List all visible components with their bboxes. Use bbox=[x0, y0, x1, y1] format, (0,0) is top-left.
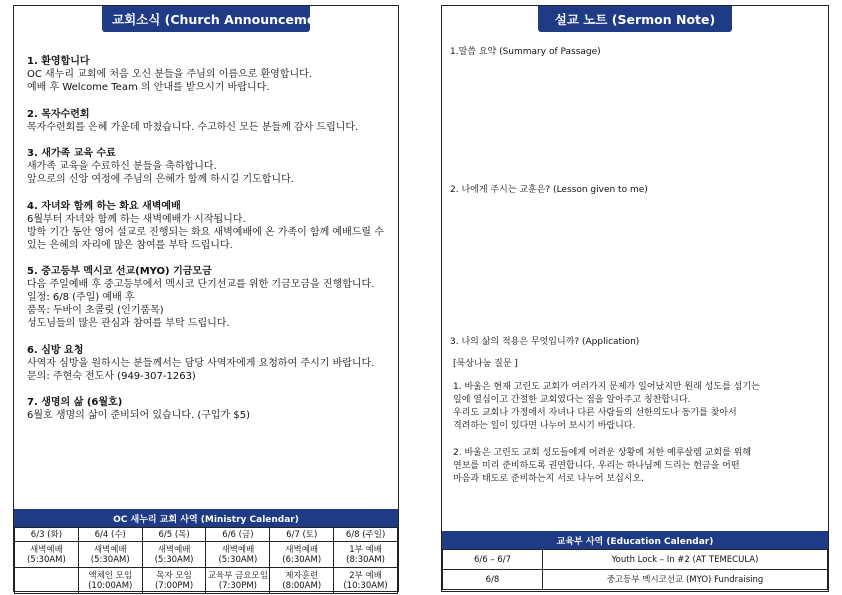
calendar-cell bbox=[334, 568, 398, 594]
calendar-header-row bbox=[15, 528, 398, 542]
meditation-header: [묵상나눔 질문 ] bbox=[453, 359, 518, 369]
event-name: 새벽예배 bbox=[221, 544, 255, 555]
announcement-item bbox=[27, 396, 392, 422]
announcement-line: 성도님들의 많은 관심과 참여를 부탁 드립니다. bbox=[27, 318, 230, 329]
announcement-line: OC 새누리 교회에 처음 오신 분들을 주님의 이름으로 환영합니다. bbox=[27, 69, 312, 80]
announcement-item bbox=[27, 344, 392, 383]
event-time: (10:30AM) bbox=[343, 580, 388, 591]
announcements-page bbox=[13, 5, 399, 592]
announcement-item bbox=[27, 200, 392, 252]
announcement-item bbox=[27, 55, 392, 94]
calendar-cell bbox=[142, 568, 206, 594]
announcement-line: 새가족 교육을 수료하신 분들을 축하합니다. bbox=[27, 161, 217, 172]
announcement-line: 앞으로의 신앙 여정에 주님의 은혜가 함께 하시길 기도합니다. bbox=[27, 174, 294, 185]
calendar-cell bbox=[270, 568, 334, 594]
calendar-cell bbox=[78, 542, 142, 568]
announcement-line: 다음 주일예배 후 중고등부에서 멕시코 단기선교를 위한 기금모금을 진행합니다. bbox=[27, 279, 375, 290]
education-calendar-table bbox=[442, 549, 828, 590]
announcement-title: 2. 목자수련회 bbox=[27, 108, 90, 120]
meditation-line: 2. 바울은 고린도 교회 성도들에게 어려운 상황에 처한 예루살렘 교회를 위해 bbox=[453, 448, 752, 458]
lesson-prompt: 2. 나에게 주시는 교훈은? (Lesson given to me) bbox=[450, 185, 648, 195]
event-name: 2부 예배 bbox=[349, 570, 382, 581]
meditation-line: 마음과 태도로 준비하는지 서로 나누어 보십시오. bbox=[453, 474, 645, 484]
event-time: (6:30AM) bbox=[282, 554, 322, 565]
calendar-day-header: 6/7 (토) bbox=[270, 528, 334, 542]
event-time: (5:30AM) bbox=[90, 554, 130, 565]
event-name: 제자훈련 bbox=[285, 570, 319, 581]
announcement-line: 목자수련회를 은혜 가운데 마쳤습니다. 수고하신 모든 분들께 감사 드립니다. bbox=[27, 121, 359, 133]
event-name: 목자 모임 bbox=[156, 570, 192, 581]
event-name: 액체인 모임 bbox=[88, 570, 133, 581]
announcement-line: 6월호 생명의 삶이 준비되어 있습니다. (구입가 $5) bbox=[27, 410, 251, 421]
event-time: (10:00AM) bbox=[88, 580, 133, 591]
meditation-line: 우리도 교회나 가정에서 자녀나 다른 사람들의 선한의도나 동기를 찾아서 bbox=[453, 408, 737, 418]
event-time: (5:30AM) bbox=[218, 554, 258, 565]
announcement-line: 일정: 6/8 (주일) 예배 후 bbox=[27, 292, 135, 303]
announcement-line: 6월부터 자녀와 함께 하는 새벽예배가 시작됩니다. bbox=[27, 213, 246, 225]
calendar-day-header: 6/4 (수) bbox=[78, 528, 142, 542]
calendar-day-header: 6/3 (화) bbox=[15, 528, 79, 542]
announcement-title: 6. 심방 요청 bbox=[27, 344, 84, 356]
announcement-title: 3. 새가족 교육 수료 bbox=[27, 148, 116, 159]
event-time: (8:30AM) bbox=[346, 554, 385, 565]
event-name: 새벽예배 bbox=[29, 544, 63, 555]
announcement-title: 1. 환영합니다 bbox=[27, 56, 90, 67]
event-time: (5:30AM) bbox=[26, 554, 66, 565]
calendar-day-header: 6/5 (목) bbox=[142, 528, 206, 542]
announcements-title: 교회소식 (Church Announcements) bbox=[102, 6, 310, 32]
calendar-cell bbox=[15, 542, 79, 568]
calendar-day-header: 6/6 (금) bbox=[206, 528, 270, 542]
announcement-item bbox=[27, 265, 392, 330]
announcement-item bbox=[27, 108, 392, 134]
sermon-note-title: 설교 노트 (Sermon Note) bbox=[538, 6, 732, 32]
announcement-list bbox=[27, 55, 392, 436]
announcement-line: 방학 기간 동안 영어 설교로 진행되는 화요 새벽예배에 온 가족이 함께 예배드릴 수 bbox=[27, 226, 384, 238]
event-time: (5:30AM) bbox=[154, 554, 194, 565]
announcement-title: 4. 자녀와 함께 하는 화요 새벽예배 bbox=[27, 200, 181, 212]
calendar-cell bbox=[206, 542, 270, 568]
event-name: 교육부 금요모임 bbox=[207, 570, 268, 581]
event-time: (7:00PM) bbox=[154, 580, 194, 591]
education-event: Youth Lock – In #2 (AT TEMECULA) bbox=[543, 550, 828, 570]
meditation-line: 1. 바울은 현재 고린도 교회가 여러가지 문제가 일어났지만 원래 성도를 섬기는 bbox=[453, 382, 760, 392]
meditation-line: 격려하는 일이 있다면 나누어 보시기 바랍니다. bbox=[453, 421, 636, 431]
announcement-line: 사역자 심방을 원하시는 분들께서는 담당 사역자에게 요청하여 주시기 바랍니다. bbox=[27, 357, 375, 369]
meditation-line: 일에 열심이고 간절한 교회였다는 점을 알아주고 칭찬합니다. bbox=[453, 395, 691, 405]
education-calendar-title: 교육부 사역 (Education Calendar) bbox=[442, 531, 828, 549]
event-name: 1부 예배 bbox=[349, 544, 382, 555]
event-time: (7:30PM) bbox=[218, 580, 257, 591]
calendar-cell bbox=[206, 568, 270, 594]
education-row bbox=[443, 550, 828, 570]
announcement-line: 예배 후 Welcome Team 의 안내를 받으시기 바랍니다. bbox=[27, 82, 270, 93]
calendar-day-header: 6/8 (주일) bbox=[334, 528, 398, 542]
calendar-cell bbox=[78, 568, 142, 594]
meditation-question bbox=[453, 381, 813, 433]
announcement-title: 5. 중고등부 멕시코 선교(MYO) 기금모금 bbox=[27, 266, 212, 277]
calendar-cell bbox=[15, 568, 79, 594]
education-date: 6/6 – 6/7 bbox=[443, 550, 543, 570]
calendar-cell bbox=[142, 542, 206, 568]
education-row bbox=[443, 570, 828, 590]
event-name: 새벽예배 bbox=[93, 544, 127, 555]
sermon-note-page bbox=[441, 5, 829, 592]
calendar-row bbox=[15, 542, 398, 568]
event-name: 새벽예배 bbox=[157, 544, 191, 555]
event-time: (8:00AM) bbox=[282, 580, 322, 591]
education-date: 6/8 bbox=[443, 570, 543, 590]
calendar-cell bbox=[334, 542, 398, 568]
announcement-line: 문의: 주현숙 전도사 (949-307-1263) bbox=[27, 370, 196, 382]
meditation-line: 연보를 미리 준비하도록 권면합니다. 우리는 하나님께 드리는 헌금을 어떤 bbox=[453, 461, 740, 471]
meditation-question bbox=[453, 447, 813, 486]
application-prompt: 3. 나의 삶의 적용은 무엇입니까? (Application) bbox=[450, 337, 640, 347]
calendar-cell bbox=[270, 542, 334, 568]
announcement-line: 있는 은혜의 자리에 많은 참여를 부탁 드립니다. bbox=[27, 239, 233, 251]
calendar-row bbox=[15, 568, 398, 594]
event-name: 새벽예배 bbox=[285, 544, 319, 555]
announcement-title: 7. 생명의 삶 (6월호) bbox=[27, 397, 123, 408]
ministry-calendar-title: OC 새누리 교회 사역 (Ministry Calendar) bbox=[14, 509, 398, 527]
announcement-item bbox=[27, 147, 392, 186]
announcement-line: 품목: 두바이 초콜릿 (인기품목) bbox=[27, 305, 164, 316]
education-event: 중고등부 멕시코선교 (MYO) Fundraising bbox=[543, 570, 828, 590]
summary-prompt: 1.말씀 요약 (Summary of Passage) bbox=[450, 47, 601, 57]
ministry-calendar-table bbox=[14, 527, 398, 594]
